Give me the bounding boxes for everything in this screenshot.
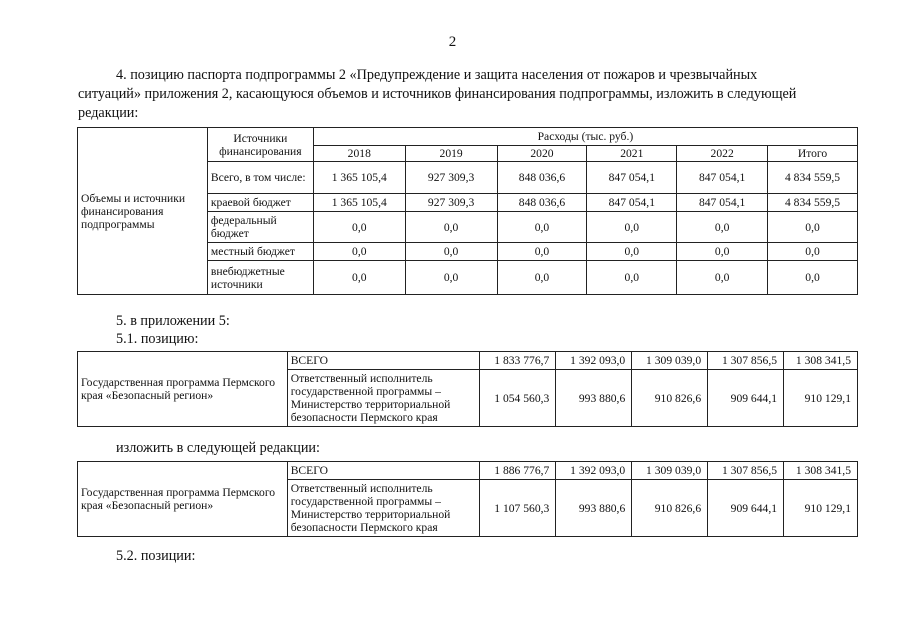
value-cell: 0,0	[313, 212, 405, 243]
year-header: 2019	[405, 146, 497, 162]
source-label: внебюджетные источники	[207, 261, 313, 295]
value-cell: 0,0	[313, 243, 405, 261]
value-cell: 0,0	[587, 261, 677, 295]
value-cell: 0,0	[587, 243, 677, 261]
program-table-new	[77, 461, 858, 537]
value-cell: 0,0	[497, 243, 587, 261]
year-header: 2020	[497, 146, 587, 162]
value-cell: 1 308 341,5	[784, 352, 858, 370]
item-4-line-2: ситуаций» приложения 2, касающуюся объемов и источников финансирования подпрограммы, изложить в следующей	[78, 86, 797, 102]
value-cell: 4 834 559,5	[768, 162, 858, 194]
value-cell: 0,0	[677, 243, 768, 261]
financing-table	[77, 127, 858, 295]
program-name: Государственная программа Пермского края «Безопасный регион»	[78, 462, 288, 537]
year-header: 2021	[587, 146, 677, 162]
value-cell: 910 826,6	[632, 370, 708, 427]
value-cell: 0,0	[768, 261, 858, 295]
expenses-header: Расходы (тыс. руб.)	[313, 128, 857, 146]
table-row	[78, 352, 858, 370]
page-number: 2	[448, 34, 457, 50]
restate-text: изложить в следующей редакции:	[116, 440, 320, 456]
value-cell: 1 054 560,3	[480, 370, 556, 427]
year-header: 2022	[677, 146, 768, 162]
source-label: краевой бюджет	[207, 194, 313, 212]
value-cell: 847 054,1	[587, 194, 677, 212]
value-cell: 848 036,6	[497, 162, 587, 194]
value-cell: 847 054,1	[677, 194, 768, 212]
item-5-1-heading: 5.1. позицию:	[116, 331, 199, 347]
source-label: Всего, в том числе:	[207, 162, 313, 194]
value-cell: 1 392 093,0	[556, 352, 632, 370]
source-label: федеральный бюджет	[207, 212, 313, 243]
value-cell: 910 129,1	[784, 480, 858, 537]
value-cell: 909 644,1	[708, 370, 784, 427]
value-cell: 0,0	[405, 261, 497, 295]
sources-header: Источники финансирования	[207, 128, 313, 162]
value-cell: 1 365 105,4	[313, 194, 405, 212]
value-cell: 0,0	[405, 212, 497, 243]
value-cell: 910 129,1	[784, 370, 858, 427]
value-cell: 910 826,6	[632, 480, 708, 537]
table-row	[78, 462, 858, 480]
total-header: Итого	[768, 146, 858, 162]
value-cell: 848 036,6	[497, 194, 587, 212]
value-cell: 0,0	[768, 243, 858, 261]
total-label: ВСЕГО	[287, 462, 480, 480]
value-cell: 0,0	[677, 261, 768, 295]
item-4-line-1: 4. позицию паспорта подпрограммы 2 «Предупреждение и защита населения от пожаров и чрезвычайных	[116, 67, 758, 83]
value-cell: 1 392 093,0	[556, 462, 632, 480]
value-cell: 927 309,3	[405, 194, 497, 212]
value-cell: 1 886 776,7	[480, 462, 556, 480]
year-header: 2018	[313, 146, 405, 162]
value-cell: 847 054,1	[587, 162, 677, 194]
value-cell: 0,0	[587, 212, 677, 243]
value-cell: 1 833 776,7	[480, 352, 556, 370]
item-4-paragraph	[78, 66, 860, 123]
value-cell: 1 307 856,5	[708, 462, 784, 480]
value-cell: 0,0	[497, 212, 587, 243]
executor-label: Ответственный исполнитель государственной программы – Министерство территориальной безопасности Пермского края	[287, 370, 480, 427]
item-4-line-3: редакции:	[78, 105, 139, 121]
value-cell: 909 644,1	[708, 480, 784, 537]
executor-label: Ответственный исполнитель государственной программы – Министерство территориальной безопасности Пермского края	[287, 480, 480, 537]
value-cell: 1 365 105,4	[313, 162, 405, 194]
value-cell: 847 054,1	[677, 162, 768, 194]
item-5-heading: 5. в приложении 5:	[116, 313, 230, 329]
value-cell: 993 880,6	[556, 370, 632, 427]
value-cell: 1 309 039,0	[632, 462, 708, 480]
value-cell: 0,0	[313, 261, 405, 295]
value-cell: 0,0	[405, 243, 497, 261]
total-label: ВСЕГО	[287, 352, 480, 370]
value-cell: 927 309,3	[405, 162, 497, 194]
program-table-old	[77, 351, 858, 427]
source-label: местный бюджет	[207, 243, 313, 261]
value-cell: 1 107 560,3	[480, 480, 556, 537]
value-cell: 0,0	[497, 261, 587, 295]
value-cell: 1 308 341,5	[784, 462, 858, 480]
item-5-2-heading: 5.2. позиции:	[116, 548, 196, 564]
program-name: Государственная программа Пермского края «Безопасный регион»	[78, 352, 288, 427]
row-label-cell: Объемы и источники финансирования подпрограммы	[78, 128, 208, 295]
value-cell: 4 834 559,5	[768, 194, 858, 212]
value-cell: 0,0	[677, 212, 768, 243]
value-cell: 993 880,6	[556, 480, 632, 537]
value-cell: 0,0	[768, 212, 858, 243]
value-cell: 1 307 856,5	[708, 352, 784, 370]
value-cell: 1 309 039,0	[632, 352, 708, 370]
